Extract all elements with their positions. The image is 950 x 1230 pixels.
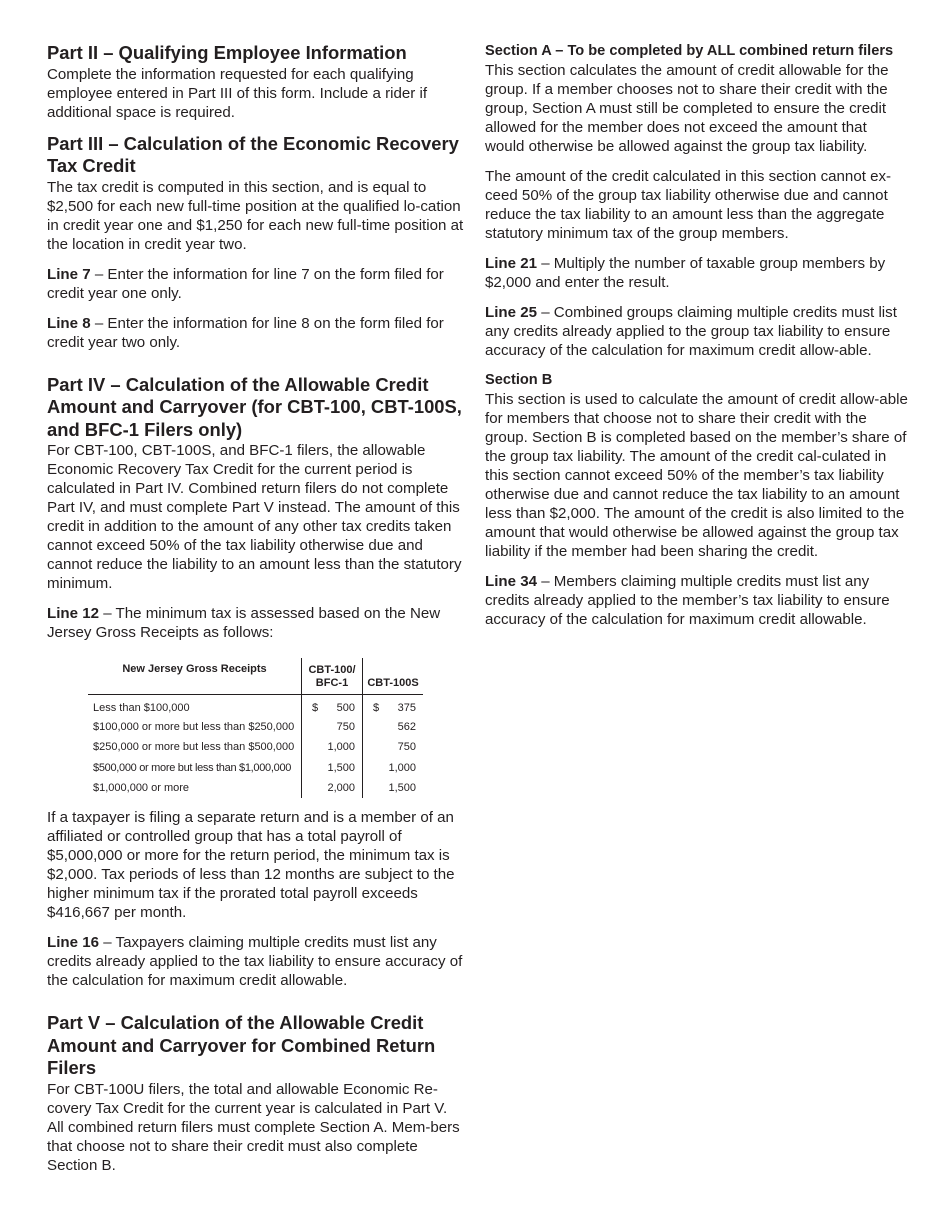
line34-label: Line 34 xyxy=(485,573,538,590)
section-b-body: This section is used to calculate the amount of credit allow-able for members that choose not to share their credit with the group. Section B is completed based on the member’s share of the group tax liability. The amount of the credit cal-culated in this section cannot exceed 50% of the member’s tax liability otherwise due and cannot reduce the tax liability to an amount less than $2,000. The amount of the credit is also limited to the amount that would otherwise be allowed against the group tax liability if the member had been sharing the credit. xyxy=(485,391,908,560)
section-a-body: This section calculates the amount of credit allowable for the group. If a member chooses not to share their credit with the group, Section A must still be completed to ensure the credit allowed for the member does not exceed the amount that would otherwise be allowed against the group tax liability. xyxy=(485,62,889,155)
dollar-sign: $ xyxy=(373,702,380,714)
line21-label: Line 21 xyxy=(485,255,538,272)
line25-label: Line 25 xyxy=(485,304,538,321)
left-column xyxy=(47,40,467,1175)
table-row xyxy=(88,778,423,798)
minimum-tax-table xyxy=(88,658,423,798)
section-a-heading: Section A – To be completed by ALL combined return filers xyxy=(485,43,894,59)
line8-label: Line 8 xyxy=(47,314,91,332)
cbt100s-value: 375 xyxy=(397,702,416,714)
table-row xyxy=(88,717,423,737)
cbt100s-cell: 750 xyxy=(363,737,424,757)
line8-text: – Enter the information for line 8 on the form filed for credit year two only. xyxy=(47,314,444,351)
line34-paragraph xyxy=(485,572,910,629)
part4-heading: Part IV – Calculation of the Allowable Credit Amount and Carryover (for CBT-100, CBT-100S, and BFC-1 Filers only) xyxy=(47,373,462,440)
section-b-heading: Section B xyxy=(485,372,553,388)
line12-label: Line 12 xyxy=(47,605,100,622)
cbt100-cell: 1,000 xyxy=(302,737,363,757)
part3-body: The tax credit is computed in this section, and is equal to $2,500 for each new full-time position at the qualified lo-cation in credit year one and $1,250 for each new full-time position at the location in credit year two. xyxy=(47,178,464,253)
cbt100-cell: 1,500 xyxy=(302,758,363,778)
part2-body: Complete the information requested for each qualifying employee entered in Part III of this form. Include a rider if additional space is required. xyxy=(47,65,428,121)
dollar-sign: $ xyxy=(312,702,319,714)
cbt100s-cell: 1,000 xyxy=(363,758,424,778)
header-cbt100s: CBT-100S xyxy=(363,658,424,695)
line21-text: – Multiply the number of taxable group members by $2,000 and enter the result. xyxy=(485,255,886,291)
line16-text: – Taxpayers claiming multiple credits must list any credits already applied to the tax liability to ensure accuracy of the calculation for maximum credit allowable. xyxy=(47,934,463,990)
section-a-limit-paragraph: The amount of the credit calculated in this section cannot ex-ceed 50% of the group tax liability otherwise due and cannot reduce the tax liability to an amount less than the aggregate statutory minimum tax of the group members. xyxy=(485,168,892,242)
table-row xyxy=(88,695,423,718)
line8-paragraph xyxy=(47,314,467,352)
receipts-cell: $500,000 or more but less than $1,000,000 xyxy=(93,761,292,774)
line16-label: Line 16 xyxy=(47,934,100,952)
receipts-cell: Less than $100,000 xyxy=(93,702,190,714)
header-cbt100-bfc1: CBT-100/ BFC-1 xyxy=(302,658,363,695)
affiliated-group-paragraph: If a taxpayer is filing a separate return and is a member of an affiliated or controlled group that has a total payroll of $5,000,000 or more for the return period, the minimum tax is $2,000. Tax periods of less than 12 months are subject to the higher minimum tax if the prorated total payroll exceeds $416,667 per month. xyxy=(47,809,455,922)
line25-paragraph xyxy=(485,303,910,360)
line12-text: – The minimum tax is assessed based on the New Jersey Gross Receipts as follows: xyxy=(47,605,441,641)
cbt100s-cell: 1,500 xyxy=(363,778,424,798)
line7-text: – Enter the information for line 7 on the form filed for credit year one only. xyxy=(47,265,444,302)
receipts-cell: $100,000 or more but less than $250,000 xyxy=(93,721,295,734)
cbt100-cell: 750 xyxy=(302,717,363,737)
part4-body: For CBT-100, CBT-100S, and BFC-1 filers, the allowable Economic Recovery Tax Credit for the current period is calculated in Part IV. Combined return filers do not complete Part IV, and must complete Part V instead. The amount of this credit in addition to the amount of any other tax credits taken cannot exceed 50% of the tax liability otherwise due and cannot reduce the liability to an amount less than the statutory minimum. xyxy=(47,442,462,592)
table-row xyxy=(88,758,423,778)
part5-heading: Part V – Calculation of the Allowable Credit Amount and Carryover for Combined Return Filers xyxy=(47,1012,436,1079)
line12-paragraph xyxy=(47,604,467,642)
receipts-cell: $250,000 or more but less than $500,000 xyxy=(93,741,295,754)
line34-text: – Members claiming multiple credits must list any credits already applied to the member’s tax liability to ensure accuracy of the calculation for maximum credit allowable. xyxy=(485,573,890,628)
part3-heading: Part III – Calculation of the Economic Recovery Tax Credit xyxy=(47,132,459,176)
line7-label: Line 7 xyxy=(47,265,91,283)
line25-text: – Combined groups claiming multiple credits must list any credits already applied to the group tax liability to ensure accuracy of the calculation for maximum credit allow-able. xyxy=(485,304,897,359)
header-gross-receipts: New Jersey Gross Receipts xyxy=(88,658,302,695)
line16-paragraph xyxy=(47,933,467,990)
cbt100-cell xyxy=(302,695,363,718)
line21-paragraph xyxy=(485,254,910,292)
cbt100-cell: 2,000 xyxy=(302,778,363,798)
part2-heading: Part II – Qualifying Employee Information xyxy=(47,42,407,63)
table-row xyxy=(88,737,423,757)
line7-paragraph xyxy=(47,265,467,303)
right-column xyxy=(485,40,910,629)
receipts-cell: $1,000,000 or more xyxy=(93,782,190,795)
cbt100s-cell xyxy=(363,695,424,718)
cbt100-value: 500 xyxy=(336,702,355,714)
cbt100s-cell: 562 xyxy=(363,717,424,737)
part5-body: For CBT-100U filers, the total and allowable Economic Re-covery Tax Credit for the current year is calculated in Part V. All combined return filers must complete Section A. Mem-bers that choose not to share their credit must also complete Section B. xyxy=(47,1080,460,1174)
